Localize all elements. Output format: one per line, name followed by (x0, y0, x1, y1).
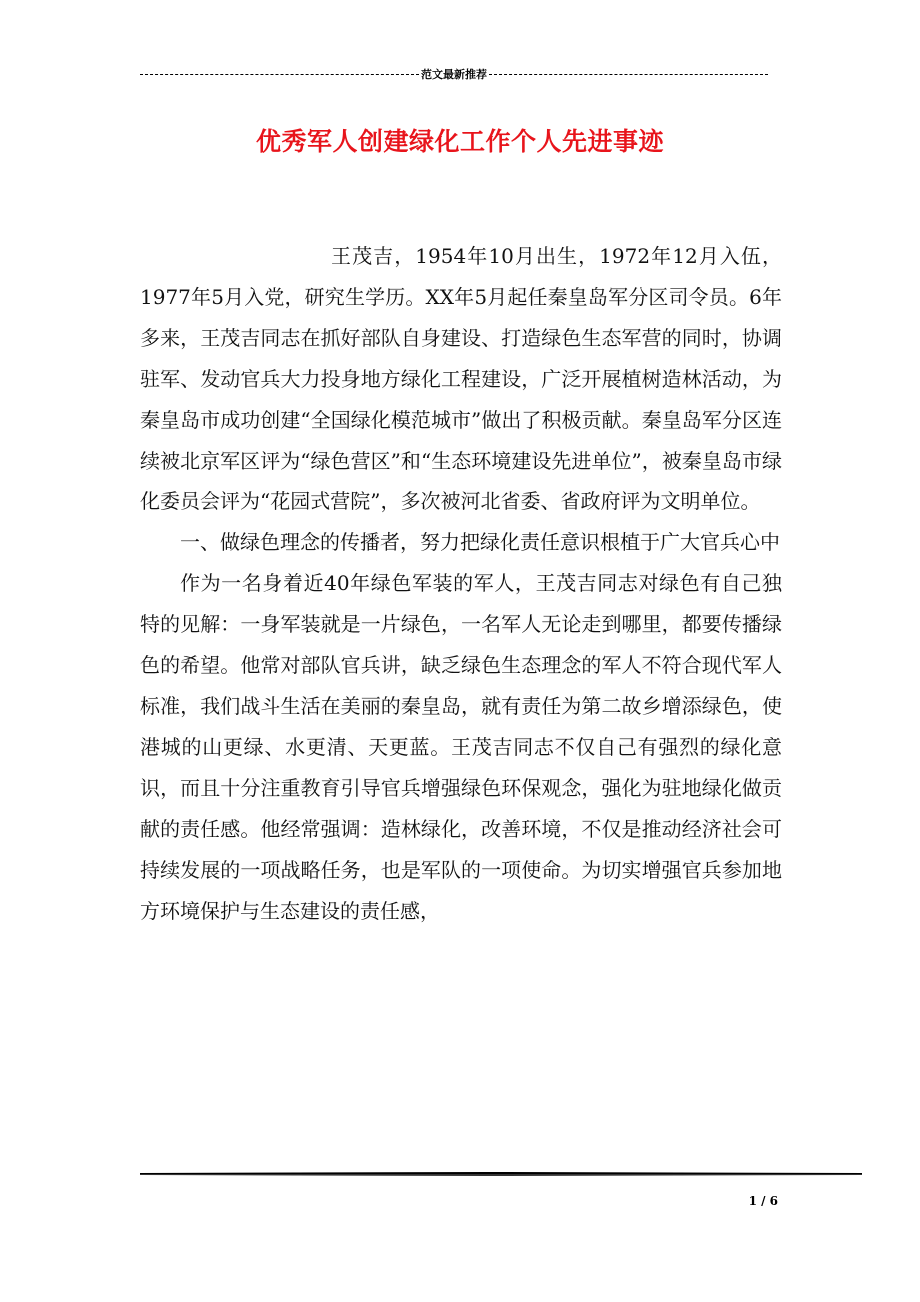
header-dash-left (140, 74, 419, 75)
document-title: 优秀军人创建绿化工作个人先进事迹 (255, 127, 664, 156)
section-heading-1: 一、做绿色理念的传播者，努力把绿化责任意识根植于广大官兵心中 (180, 530, 780, 555)
document-body (140, 236, 782, 931)
page-number: 1 / 6 (748, 1194, 778, 1208)
header-dash-right (489, 74, 768, 75)
body-paragraph: 作为一名身着近40年绿色军装的军人，王茂吉同志对绿色有自己独特的见解：一身军装就是一片绿色，一名军人无论走到哪里，都要传播绿色的希望。他常对部队官兵讲，缺乏绿色生态理念的军人不符合现代军人标准，我们战斗生活在美丽的秦皇岛，就有责任为第二故乡增添绿色，使港城的山更绿、水更清、天更蓝。王茂吉同志不仅自己有强烈的绿化意识，而且十分注重教育引导官兵增强绿色环保观念，强化为驻地绿化做贡献的责任感。他经常强调：造林绿化，改善环境，不仅是推动经济社会可持续发展的一项战略任务，也是军队的一项使命。为切实增强官兵参加地方环境保护与生态建设的责任感， (140, 571, 782, 923)
page-header (140, 66, 768, 82)
intro-paragraph: 王茂吉，1954年10月出生，1972年12月入伍，1977年5月入党，研究生学历。XX年5月起任秦皇岛军分区司令员。6年多来，王茂吉同志在抓好部队自身建设、打造绿色生态军营的同时，协调驻军、发动官兵大力投身地方绿化工程建设，广泛开展植树造林活动，为秦皇岛市成功创建“全国绿化模范城市”做出了积极贡献。秦皇岛军分区连续被北京军区评为“绿色营区”和“生态环境建设先进单位”，被秦皇岛市绿化委员会评为“花园式营院”，多次被河北省委、省政府评为文明单位。 (140, 244, 782, 514)
header-label: 范文最新推荐 (421, 68, 487, 81)
footer-rule (140, 1172, 862, 1176)
